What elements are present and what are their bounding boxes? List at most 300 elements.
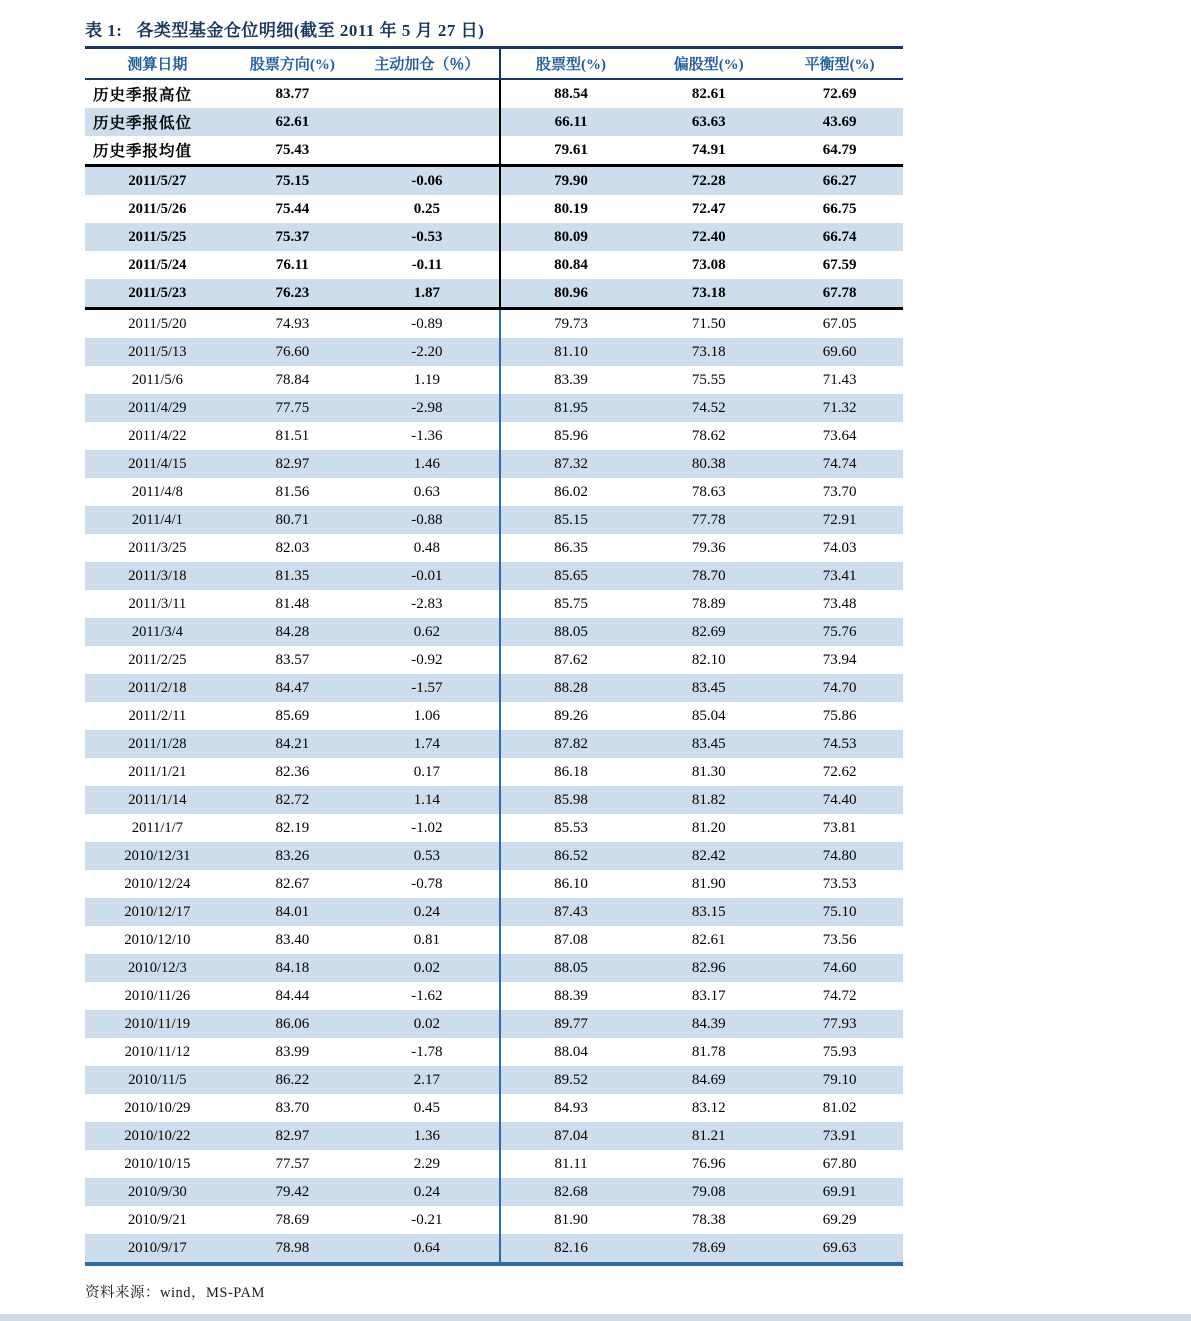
column-header-date: 测算日期 [127,57,188,73]
cell-stock-type: 83.39 [499,366,641,394]
cell-partial-stock-type: 73.08 [691,256,726,273]
cell-stock-type: 66.11 [499,108,641,136]
cell-date: 2010/12/10 [124,931,191,948]
cell-balanced-type: 67.59 [822,256,857,273]
cell-date: 2011/5/26 [128,200,187,217]
cell-balanced-type: 73.48 [822,595,857,612]
cell-balanced-type: 71.43 [822,371,857,388]
cell-date: 2010/10/29 [124,1099,191,1116]
cell-date: 2011/1/7 [131,819,183,836]
cell-balanced-type: 77.93 [822,1015,857,1032]
cell-partial-stock-type: 72.28 [691,172,726,189]
cell-balanced-type: 75.93 [822,1043,857,1060]
cell-balanced-type: 43.69 [822,113,857,130]
cell-partial-stock-type: 80.38 [691,455,726,472]
cell-stock-type: 80.96 [499,279,641,307]
cell-balanced-type: 73.41 [822,567,857,584]
table-row [85,590,903,618]
cell-partial-stock-type: 73.18 [691,284,726,301]
cell-stock-direction: 81.48 [275,595,310,612]
cell-date: 2010/11/5 [128,1071,187,1088]
table-row [85,506,903,534]
cell-partial-stock-type: 63.63 [691,113,726,130]
cell-active-change: -1.62 [411,987,443,1004]
cell-stock-direction: 82.97 [275,1127,310,1144]
cell-date: 2011/5/24 [128,256,187,273]
cell-balanced-type: 67.05 [822,315,857,332]
cell-stock-direction: 74.93 [275,315,310,332]
table-row [85,310,903,338]
cell-balanced-type: 73.56 [822,931,857,948]
cell-partial-stock-type: 78.69 [691,1239,726,1256]
cell-date: 2011/4/8 [131,483,183,500]
cell-partial-stock-type: 84.39 [691,1015,726,1032]
table-row [85,758,903,786]
table-row [85,251,903,279]
cell-stock-type: 89.77 [499,1010,641,1038]
cell-date: 2011/3/4 [131,623,183,640]
table-row [85,730,903,758]
cell-balanced-type: 75.86 [822,707,857,724]
table-row [85,195,903,223]
cell-stock-type: 88.54 [499,80,641,108]
cell-date: 2010/9/21 [127,1211,187,1228]
cell-balanced-type: 79.10 [822,1071,857,1088]
cell-stock-direction: 77.57 [275,1155,310,1172]
cell-stock-type: 89.52 [499,1066,641,1094]
cell-balanced-type: 66.74 [822,228,857,245]
cell-date: 2011/1/28 [128,735,187,752]
cell-balanced-type: 74.03 [822,539,857,556]
cell-stock-type: 86.35 [499,534,641,562]
cell-stock-type: 82.68 [499,1178,641,1206]
cell-date: 2011/1/14 [128,791,187,808]
cell-active-change: -0.21 [411,1211,443,1228]
table-row [85,167,903,195]
cell-partial-stock-type: 82.61 [691,85,726,102]
cell-stock-type: 87.82 [499,730,641,758]
cell-stock-direction: 82.67 [275,875,310,892]
cell-balanced-type: 73.94 [822,651,857,668]
table-row [85,926,903,954]
cell-active-change: 0.53 [413,847,441,864]
cell-active-change: 0.02 [413,959,441,976]
cell-date: 2010/12/31 [124,847,191,864]
table-title [85,16,903,41]
cell-balanced-type: 74.53 [822,735,857,752]
table-row [85,1094,903,1122]
cell-partial-stock-type: 74.91 [691,141,726,158]
cell-stock-type: 85.98 [499,786,641,814]
cell-date: 2010/12/3 [127,959,187,976]
cell-date: 历史季报低位 [93,115,193,132]
cell-active-change: -0.11 [411,256,443,273]
cell-stock-direction: 78.84 [275,371,310,388]
cell-active-change: 0.63 [413,483,441,500]
cell-balanced-type: 72.62 [822,763,857,780]
cell-partial-stock-type: 72.40 [691,228,726,245]
cell-stock-type: 86.18 [499,758,641,786]
cell-stock-direction: 86.06 [275,1015,310,1032]
cell-active-change: 0.24 [413,1183,441,1200]
data-source-note: 资料来源：wind，MS-PAM [85,1285,265,1301]
cell-stock-direction: 75.43 [275,141,310,158]
cell-active-change: -2.20 [411,343,443,360]
column-header-balanced-type: 平衡型(%) [804,57,875,73]
cell-date: 2010/11/12 [124,1043,191,1060]
cell-date: 历史季报高位 [93,87,193,104]
cell-stock-direction: 82.03 [275,539,310,556]
table-row [85,136,903,167]
table-row [85,842,903,870]
cell-stock-direction: 83.26 [275,847,310,864]
cell-active-change [355,108,499,136]
cell-stock-direction: 83.57 [275,651,310,668]
cell-stock-type: 86.52 [499,842,641,870]
cell-active-change: -0.01 [411,567,443,584]
cell-balanced-type: 74.40 [822,791,857,808]
cell-date: 2011/3/25 [128,539,187,556]
cell-partial-stock-type: 78.62 [691,427,726,444]
table-row [85,450,903,478]
cell-active-change: 1.87 [413,284,441,301]
table-body [85,80,903,1262]
cell-partial-stock-type: 73.18 [691,343,726,360]
cell-active-change: 1.46 [413,455,441,472]
cell-active-change: 0.24 [413,903,441,920]
cell-stock-direction: 77.75 [275,399,310,416]
table-row [85,108,903,136]
cell-stock-direction: 82.72 [275,791,310,808]
cell-balanced-type: 73.53 [822,875,857,892]
cell-stock-type: 86.02 [499,478,641,506]
cell-balanced-type: 73.64 [822,427,857,444]
fund-position-table-section [85,16,903,1266]
cell-active-change: 1.19 [413,371,441,388]
cell-balanced-type: 69.60 [822,343,857,360]
cell-partial-stock-type: 84.69 [691,1071,726,1088]
table-row [85,786,903,814]
cell-stock-direction: 83.40 [275,931,310,948]
cell-date: 2011/2/25 [128,651,187,668]
cell-partial-stock-type: 83.12 [691,1099,726,1116]
cell-stock-type: 80.19 [499,195,641,223]
cell-balanced-type: 66.27 [822,172,857,189]
cell-balanced-type: 73.70 [822,483,857,500]
table-row [85,646,903,674]
cell-active-change: 1.06 [413,707,441,724]
cell-stock-type: 82.16 [499,1234,641,1262]
cell-active-change: -0.89 [411,315,443,332]
cell-stock-direction: 76.11 [275,256,309,273]
cell-stock-direction: 86.22 [275,1071,310,1088]
cell-stock-direction: 83.70 [275,1099,310,1116]
cell-stock-direction: 78.98 [275,1239,310,1256]
table-row [85,279,903,310]
cell-stock-direction: 62.61 [275,113,310,130]
cell-partial-stock-type: 82.96 [691,959,726,976]
cell-date: 2010/9/30 [127,1183,187,1200]
cell-balanced-type: 74.80 [822,847,857,864]
cell-active-change: 0.45 [413,1099,441,1116]
cell-partial-stock-type: 78.89 [691,595,726,612]
cell-balanced-type: 67.80 [822,1155,857,1172]
cell-active-change: -1.78 [411,1043,443,1060]
cell-stock-type: 87.43 [499,898,641,926]
cell-stock-type: 85.65 [499,562,641,590]
cell-partial-stock-type: 83.45 [691,679,726,696]
cell-balanced-type: 74.70 [822,679,857,696]
cell-stock-type: 81.90 [499,1206,641,1234]
cell-stock-direction: 81.51 [275,427,310,444]
cell-date: 2011/4/29 [128,399,187,416]
cell-partial-stock-type: 85.04 [691,707,726,724]
table-row [85,870,903,898]
cell-active-change: 1.74 [413,735,441,752]
cell-partial-stock-type: 76.96 [691,1155,726,1172]
table-row [85,1010,903,1038]
cell-date: 2011/4/15 [128,455,187,472]
cell-active-change: 0.48 [413,539,441,556]
cell-stock-type: 89.26 [499,702,641,730]
cell-balanced-type: 64.79 [822,141,857,158]
cell-stock-direction: 76.23 [275,284,310,301]
cell-stock-direction: 84.28 [275,623,310,640]
cell-stock-direction: 82.19 [275,819,310,836]
cell-date: 2011/5/13 [128,343,187,360]
cell-stock-type: 79.73 [499,310,641,338]
cell-stock-type: 80.09 [499,223,641,251]
table-row [85,702,903,730]
cell-partial-stock-type: 79.08 [691,1183,726,1200]
cell-partial-stock-type: 75.55 [691,371,726,388]
cell-stock-type: 88.05 [499,954,641,982]
table-row [85,1066,903,1094]
cell-stock-type: 79.90 [499,167,641,195]
cell-balanced-type: 75.76 [822,623,857,640]
cell-stock-direction: 84.44 [275,987,310,1004]
cell-active-change: -0.53 [411,228,443,245]
cell-stock-type: 88.28 [499,674,641,702]
cell-partial-stock-type: 72.47 [691,200,726,217]
cell-date: 2011/3/11 [128,595,187,612]
cell-stock-type: 85.96 [499,422,641,450]
table-row [85,1038,903,1066]
cell-active-change: 1.36 [413,1127,441,1144]
cell-partial-stock-type: 83.17 [691,987,726,1004]
table-row [85,954,903,982]
table-row [85,1178,903,1206]
table-title-text: 各类型基金仓位明细(截至 2011 年 5 月 27 日) [136,21,485,40]
cell-stock-direction: 85.69 [275,707,310,724]
cell-active-change: -0.06 [411,172,443,189]
cell-stock-type: 85.75 [499,590,641,618]
cell-stock-direction: 83.99 [275,1043,310,1060]
cell-balanced-type: 67.78 [822,284,857,301]
cell-partial-stock-type: 82.42 [691,847,726,864]
cell-partial-stock-type: 79.36 [691,539,726,556]
table-row [85,223,903,251]
cell-active-change: 1.14 [413,791,441,808]
cell-date: 2011/1/21 [128,763,187,780]
cell-active-change: 2.29 [413,1155,441,1172]
cell-date: 2010/10/22 [124,1127,191,1144]
cell-balanced-type: 73.81 [822,819,857,836]
table-row [85,422,903,450]
cell-active-change: -2.98 [411,399,443,416]
cell-partial-stock-type: 71.50 [691,315,726,332]
cell-active-change: 0.17 [413,763,441,780]
cell-partial-stock-type: 81.78 [691,1043,726,1060]
cell-balanced-type: 69.29 [822,1211,857,1228]
column-header-stock-direction: 股票方向(%) [249,57,335,73]
cell-active-change: 0.25 [413,200,441,217]
cell-partial-stock-type: 74.52 [691,399,726,416]
cell-balanced-type: 72.91 [822,511,857,528]
table-row [85,534,903,562]
cell-stock-type: 88.04 [499,1038,641,1066]
bottom-band [0,1314,1191,1321]
cell-stock-direction: 82.97 [275,455,310,472]
cell-stock-type: 87.32 [499,450,641,478]
cell-date: 2011/2/18 [128,679,187,696]
cell-stock-type: 88.39 [499,982,641,1010]
cell-stock-type: 87.08 [499,926,641,954]
cell-date: 历史季报均值 [93,143,193,160]
cell-stock-direction: 84.01 [275,903,310,920]
table-row [85,1234,903,1262]
table-row [85,1122,903,1150]
cell-balanced-type: 81.02 [822,1099,857,1116]
cell-stock-direction: 75.44 [275,200,310,217]
cell-partial-stock-type: 82.69 [691,623,726,640]
cell-stock-direction: 75.15 [275,172,310,189]
cell-partial-stock-type: 83.45 [691,735,726,752]
cell-date: 2010/12/24 [124,875,191,892]
cell-balanced-type: 69.63 [822,1239,857,1256]
cell-balanced-type: 71.32 [822,399,857,416]
cell-stock-direction: 76.60 [275,343,310,360]
cell-partial-stock-type: 77.78 [691,511,726,528]
cell-stock-direction: 81.56 [275,483,310,500]
column-header-stock-type: 股票型(%) [499,49,641,78]
cell-date: 2010/9/17 [127,1239,187,1256]
table-row [85,478,903,506]
cell-balanced-type: 72.69 [822,85,857,102]
table-row [85,898,903,926]
cell-active-change: 0.02 [413,1015,441,1032]
table-row [85,394,903,422]
table-row [85,562,903,590]
cell-partial-stock-type: 83.15 [691,903,726,920]
cell-active-change: 0.64 [413,1239,441,1256]
cell-balanced-type: 74.72 [822,987,857,1004]
table-row [85,674,903,702]
cell-stock-type: 87.62 [499,646,641,674]
cell-active-change: -1.57 [411,679,443,696]
cell-balanced-type: 73.91 [822,1127,857,1144]
cell-stock-type: 80.84 [499,251,641,279]
cell-stock-direction: 81.35 [275,567,310,584]
table-row [85,338,903,366]
cell-partial-stock-type: 82.61 [691,931,726,948]
cell-stock-type: 86.10 [499,870,641,898]
fund-position-table [85,46,903,1266]
cell-active-change: -1.02 [411,819,443,836]
cell-balanced-type: 66.75 [822,200,857,217]
cell-stock-type: 84.93 [499,1094,641,1122]
cell-stock-type: 87.04 [499,1122,641,1150]
cell-stock-direction: 79.42 [275,1183,310,1200]
cell-date: 2011/5/6 [131,371,183,388]
cell-partial-stock-type: 78.63 [691,483,726,500]
cell-balanced-type: 74.60 [822,959,857,976]
cell-stock-direction: 82.36 [275,763,310,780]
cell-date: 2011/5/27 [128,172,187,189]
cell-date: 2011/4/1 [131,511,183,528]
cell-stock-type: 85.15 [499,506,641,534]
cell-balanced-type: 75.10 [822,903,857,920]
cell-date: 2010/10/15 [124,1155,191,1172]
cell-active-change [355,80,499,108]
cell-date: 2011/5/25 [128,228,187,245]
cell-partial-stock-type: 81.30 [691,763,726,780]
table-row [85,814,903,842]
cell-active-change: 0.81 [413,931,441,948]
cell-balanced-type: 69.91 [822,1183,857,1200]
cell-active-change: -0.78 [411,875,443,892]
cell-date: 2011/3/18 [128,567,187,584]
cell-partial-stock-type: 81.82 [691,791,726,808]
cell-stock-type: 81.11 [499,1150,641,1178]
table-row [85,1150,903,1178]
cell-date: 2010/11/19 [124,1015,191,1032]
cell-partial-stock-type: 81.90 [691,875,726,892]
cell-partial-stock-type: 81.21 [691,1127,726,1144]
cell-stock-type: 79.61 [499,136,641,164]
cell-partial-stock-type: 78.70 [691,567,726,584]
cell-stock-type: 81.95 [499,394,641,422]
table-row [85,80,903,108]
cell-date: 2010/12/17 [124,903,191,920]
table-row [85,618,903,646]
cell-active-change: -1.36 [411,427,443,444]
table-row [85,366,903,394]
table-header-row [85,49,903,80]
cell-stock-direction: 84.18 [275,959,310,976]
cell-stock-direction: 78.69 [275,1211,310,1228]
cell-date: 2011/4/22 [128,427,187,444]
cell-partial-stock-type: 82.10 [691,651,726,668]
cell-stock-direction: 84.47 [275,679,310,696]
cell-date: 2011/5/23 [128,284,187,301]
table-title-prefix: 表 1: [85,21,123,40]
cell-partial-stock-type: 78.38 [691,1211,726,1228]
cell-date: 2011/2/11 [128,707,187,724]
table-row [85,982,903,1010]
cell-stock-direction: 80.71 [275,511,310,528]
cell-stock-direction: 83.77 [275,85,310,102]
table-row [85,1206,903,1234]
cell-stock-direction: 84.21 [275,735,310,752]
cell-active-change: -0.88 [411,511,443,528]
cell-active-change [355,136,499,164]
cell-active-change: -2.83 [411,595,443,612]
cell-stock-type: 85.53 [499,814,641,842]
cell-active-change: 2.17 [413,1071,441,1088]
cell-date: 2011/5/20 [128,315,187,332]
cell-stock-type: 81.10 [499,338,641,366]
